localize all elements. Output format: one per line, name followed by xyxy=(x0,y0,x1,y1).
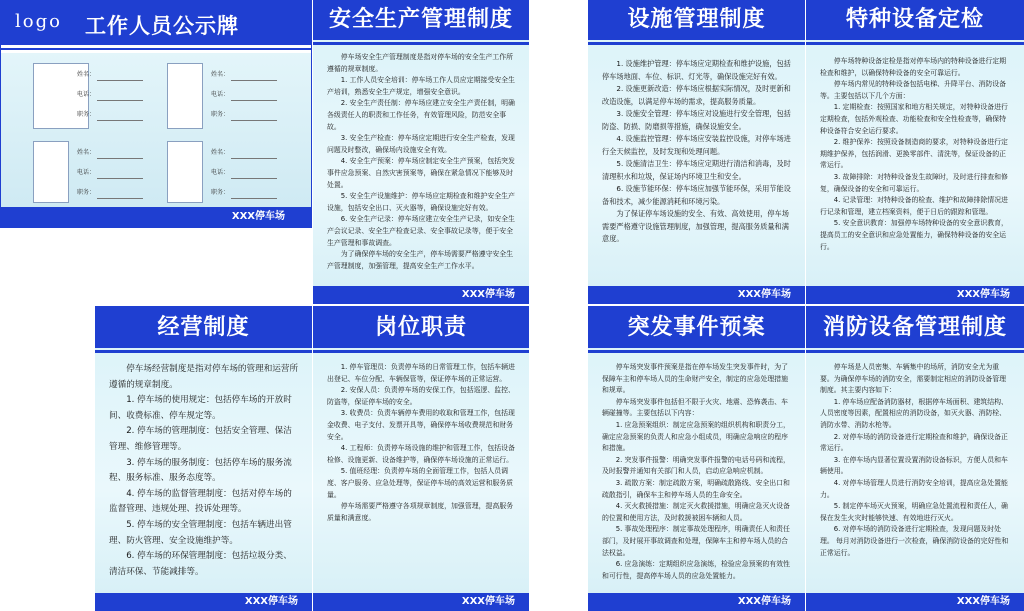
paragraph: 3. 安全生产检查：停车场应定期进行安全生产检查，发现问题及时整改，确保场内设施安全有效。 xyxy=(327,134,515,154)
staff-board-title: 工作人员公示牌 xyxy=(85,14,239,38)
paragraph: 2. 突发事件报警：明确突发事件报警的电话号码和流程，及时报警并通知有关部门和人员，启动应急响应机制。 xyxy=(602,455,790,476)
paragraph: 停车场特种设备定检是指对停车场内的特种设备进行定期检查和维护，以确保特种设备的安全可靠运行。 xyxy=(820,57,1007,77)
facility-panel xyxy=(588,0,805,304)
paragraph: 1. 应急预案组织：制定应急预案的组织机构和职责分工，确定应急预案的负责人和应急小组成员，明确应急响应的程序和措施。 xyxy=(602,420,790,453)
paragraph: 停车场需要严格遵守各项规章制度，加强管理，提高服务质量和满意度。 xyxy=(327,502,514,522)
paragraph: 1. 定期检查：按照国家和地方相关规定，对特种设备进行定期检查，包括外观检查、功能检查和安全性检查等，确保特种设备符合安全运行要求。 xyxy=(820,103,1008,135)
paragraph: 5. 安全意识教育：加强停车场特种设备的安全意识教育，提高员工的安全意识和应急处置能力，确保特种设备的安全运行。 xyxy=(820,219,1008,251)
duty-panel xyxy=(313,306,529,611)
paragraph: 3. 停车场的服务制度：包括停车场的服务流程、服务标准、服务态度等。 xyxy=(109,457,292,484)
paragraph: 停车场内常见的特种设备包括电梯、升降平台、消防设备等。主要包括以下几个方面： xyxy=(820,80,1007,100)
phone-label: 电话： xyxy=(211,169,230,176)
paragraph: 5. 值班经理：负责停车场的全面管理工作，包括人员调度、客户服务、应急处理等，保证停车场的高效运营和服务质量。 xyxy=(327,467,514,499)
special-equipment-panel xyxy=(806,0,1024,304)
paragraph: 1. 停车场的使用规定：包括停车场的开放时间、收费标准、停车规定等。 xyxy=(109,395,292,421)
staff-card xyxy=(167,141,307,207)
panel-footer: XXX停车场 xyxy=(806,593,1024,611)
header-rule xyxy=(95,350,312,353)
panel-title: 消防设备管理制度 xyxy=(806,306,1024,348)
panel-body xyxy=(820,362,1012,589)
panel-footer: XXX停车场 xyxy=(588,286,805,304)
phone-label: 电话： xyxy=(211,91,230,98)
logo: logo xyxy=(15,11,62,32)
panel-body xyxy=(109,362,300,589)
paragraph: 2. 停车场的管理制度：包括安全管理、保洁管理、维修管理等。 xyxy=(109,426,292,452)
paragraph: 5. 事故处理程序：制定事故处理程序，明确责任人和责任部门，及时展开事故调查和处理，保障车主和停车场人员的合法权益。 xyxy=(602,525,790,557)
header-rule xyxy=(1,48,311,50)
panel-footer: XXX停车场 xyxy=(1,207,311,227)
panel-body xyxy=(820,56,1012,282)
paragraph: 4. 对停车场管理人员进行消防安全培训，提高应急处置能力。 xyxy=(820,478,1008,499)
photo-placeholder xyxy=(167,63,203,129)
name-label: 姓名： xyxy=(77,149,96,156)
paragraph: 停车场是人员密集、车辆集中的场所，消防安全尤为重要。为确保停车场的消防安全，需要制定相应的消防设备管理制度。其主要内容如下： xyxy=(820,363,1007,395)
paragraph: 3. 设施安全管理：停车场应对设施进行安全管理，包括防盗、防损、防磨损等措施，确保设施安全。 xyxy=(602,109,791,131)
position-label: 职务： xyxy=(77,189,96,196)
name-label: 姓名： xyxy=(77,71,96,78)
paragraph: 4. 设施监控管理：停车场应安装监控设施，对停车场进行全天候监控，及时发现和处理问题。 xyxy=(602,134,791,156)
paragraph: 2. 安全生产责任制：停车场应建立安全生产责任制，明确各级责任人的职责和工作任务，有效管理风险，防范安全事故。 xyxy=(327,99,515,131)
paragraph: 为了保证停车场设施的安全、有效、高效使用，停车场需要严格遵守设施管理制度，加强管理，提高服务质量和满意度。 xyxy=(602,209,789,243)
staff-board xyxy=(0,0,312,228)
paragraph: 1. 工作人员安全培训：停车场工作人员应定期接受安全生产培训，熟悉安全生产规定，增强安全意识。 xyxy=(327,76,515,96)
paragraph: 4. 灭火救援措施：制定灭火救援措施，明确应急灭火设备的位置和使用方法，及时救援被困车辆和人员。 xyxy=(602,502,790,522)
paragraph: 2. 设施更新改造：停车场应根据实际情况，及时更新和改造设施，以满足停车场的需求，提高服务质量。 xyxy=(602,84,791,106)
paragraph: 3. 在停车场内显著位置设置消防设备标识，方便人员和车辆使用。 xyxy=(820,455,1008,476)
paragraph: 2. 对停车场的消防设备进行定期检查和维护，确保设备正常运行。 xyxy=(820,432,1008,453)
phone-label: 电话： xyxy=(77,169,96,176)
staff-card xyxy=(167,63,307,129)
emergency-panel xyxy=(588,306,805,611)
panel-footer: XXX停车场 xyxy=(588,593,805,611)
panel-body xyxy=(602,58,793,282)
header-rule xyxy=(588,350,805,353)
position-label: 职务： xyxy=(77,111,96,118)
paragraph: 5. 设施清洁卫生：停车场应定期进行清洁和消毒，及时清理积水和垃圾，保证场内环境卫生和安全。 xyxy=(602,159,791,181)
paragraph: 3. 故障排除：对特种设备发生故障时，及时进行排查和修复，确保设备的安全和可靠运行。 xyxy=(820,172,1008,193)
paragraph: 1. 设施维护管理：停车场应定期检查和维护设施，包括停车场地面、车位、标识、灯光等，确保设施完好有效。 xyxy=(602,59,791,81)
fire-equipment-panel xyxy=(806,306,1024,611)
panel-title: 突发事件预案 xyxy=(588,306,805,348)
paragraph: 6. 设施节能环保：停车场应加强节能环保，采用节能设备和技术，减少能源消耗和环境污染。 xyxy=(602,184,791,206)
paragraph: 停车场突发事件预案是指在停车场发生突发事件时，为了保障车主和停车场人员的生命财产安全，制定的应急处理措施和规章。 xyxy=(602,363,789,395)
paragraph: 2. 维护保养：按照设备制造商的要求，对特种设备进行定期维护保养，包括润滑、更换零部件、清洗等，保证设备的正常运行。 xyxy=(820,138,1008,170)
panel-title: 设施管理制度 xyxy=(588,0,805,40)
paragraph: 停车场经营制度是指对停车场的管理和运营所遵循的规章制度。 xyxy=(109,364,299,390)
panel-footer: XXX停车场 xyxy=(95,593,312,611)
phone-label: 电话： xyxy=(77,91,96,98)
position-label: 职务： xyxy=(211,189,230,196)
photo-placeholder xyxy=(33,141,69,203)
header-rule xyxy=(806,42,1024,45)
staff-cards-area xyxy=(1,53,311,207)
panel-title: 岗位职责 xyxy=(313,306,529,348)
panel-title: 安全生产管理制度 xyxy=(313,0,529,40)
name-label: 姓名： xyxy=(211,71,230,78)
panel-title: 经营制度 xyxy=(95,306,312,348)
paragraph: 6. 安全生产记录：停车场应建立安全生产记录，如安全生产会议记录、安全生产检查记录、安全事故记录等，便于安全生产管理和事故调查。 xyxy=(327,215,515,247)
panel-title: 特种设备定检 xyxy=(806,0,1024,40)
header-rule xyxy=(588,42,805,45)
position-label: 职务： xyxy=(211,111,230,118)
paragraph: 为了确保停车场的安全生产，停车场需要严格遵守安全生产管理制度，加强管理，提高安全生产工作水平。 xyxy=(327,250,514,270)
business-panel xyxy=(95,306,312,611)
panel-footer: XXX停车场 xyxy=(806,286,1024,304)
staff-board-header xyxy=(1,1,311,45)
paragraph: 6. 应急演练：定期组织应急演练，检验应急预案的有效性和可行性，提高停车场人员的应急处置能力。 xyxy=(602,560,790,580)
paragraph: 4. 停车场的监督管理制度：包括对停车场的监督管理、违规处理、投诉处理等。 xyxy=(109,488,292,515)
header-rule xyxy=(806,350,1024,353)
header-rule xyxy=(313,350,529,353)
panel-footer: XXX停车场 xyxy=(313,286,529,304)
paragraph: 3. 收费员：负责车辆停车费用的收取和管理工作，包括现金收费、电子支付、发票开具等，确保停车场收费规范和财务安全。 xyxy=(327,409,515,441)
photo-placeholder xyxy=(167,141,203,203)
staff-card xyxy=(33,141,173,207)
paragraph: 6. 停车场的环保管理制度：包括垃圾分类、清洁环保、节能减排等。 xyxy=(109,551,292,577)
paragraph: 4. 安全生产预案：停车场应制定安全生产预案，包括突发事件应急预案、自然灾害预案等，确保在紧急情况下能够及时处置。 xyxy=(327,157,515,189)
panel-body xyxy=(327,52,517,282)
paragraph: 4. 记录管理：对特种设备的检查、维护和故障排除情况进行记录和管理，建立档案资料，便于日后的跟踪和管理。 xyxy=(820,196,1008,216)
paragraph: 3. 疏散方案：制定疏散方案，明确疏散路线、安全出口和疏散指引，确保车主和停车场人员的生命安全。 xyxy=(602,478,790,499)
paragraph: 停车场突发事件包括但不限于火灾、地震、恐怖袭击、车辆碰撞等。主要包括以下内容： xyxy=(602,397,789,418)
paragraph: 5. 制定停车场灭火预案，明确应急处置流程和责任人，确保在发生火灾时能够快速、有效地进行灭火。 xyxy=(820,502,1008,522)
staff-card xyxy=(33,63,173,129)
paragraph: 1. 停车场应配备消防器材，根据停车场面积、建筑结构、人员密度等因素，配置相应的消防设备，如灭火器、消防栓、消防水带、消防水枪等。 xyxy=(820,397,1008,429)
paragraph: 2. 安保人员：负责停车场的安保工作，包括巡逻、监控、防盗等，保证停车场的安全。 xyxy=(327,386,515,406)
paragraph: 4. 工程师：负责停车场设施的维护和管理工作，包括设备检修、设施更新、设备维护等，确保停车场设施的正常运行。 xyxy=(327,444,515,464)
name-label: 姓名： xyxy=(211,149,230,156)
paragraph: 停车场安全生产管理制度是指对停车场的安全生产工作所遵循的规章制度。 xyxy=(327,53,514,73)
safety-panel xyxy=(313,0,529,304)
panel-body xyxy=(327,362,517,589)
header-rule xyxy=(313,42,529,45)
panel-body xyxy=(602,362,793,589)
paragraph: 5. 安全生产设施维护：停车场应定期检查和维护安全生产设施，包括安全出口、灭火器等，确保设施完好有效。 xyxy=(327,192,515,212)
paragraph: 1. 停车管理员：负责停车场的日常管理工作，包括车辆进出登记、车位分配、车辆保管等，保证停车场的正常运营。 xyxy=(327,363,515,383)
paragraph: 5. 停车场的安全管理制度：包括车辆进出管理、防火管理、安全设施维护等。 xyxy=(109,519,292,546)
panel-footer: XXX停车场 xyxy=(313,593,529,611)
paragraph: 6. 对停车场的消防设备进行定期检查，发现问题及时处理。 每月对消防设备进行一次检查，确保消防设备的完好性和正常运行。 xyxy=(820,525,1009,557)
